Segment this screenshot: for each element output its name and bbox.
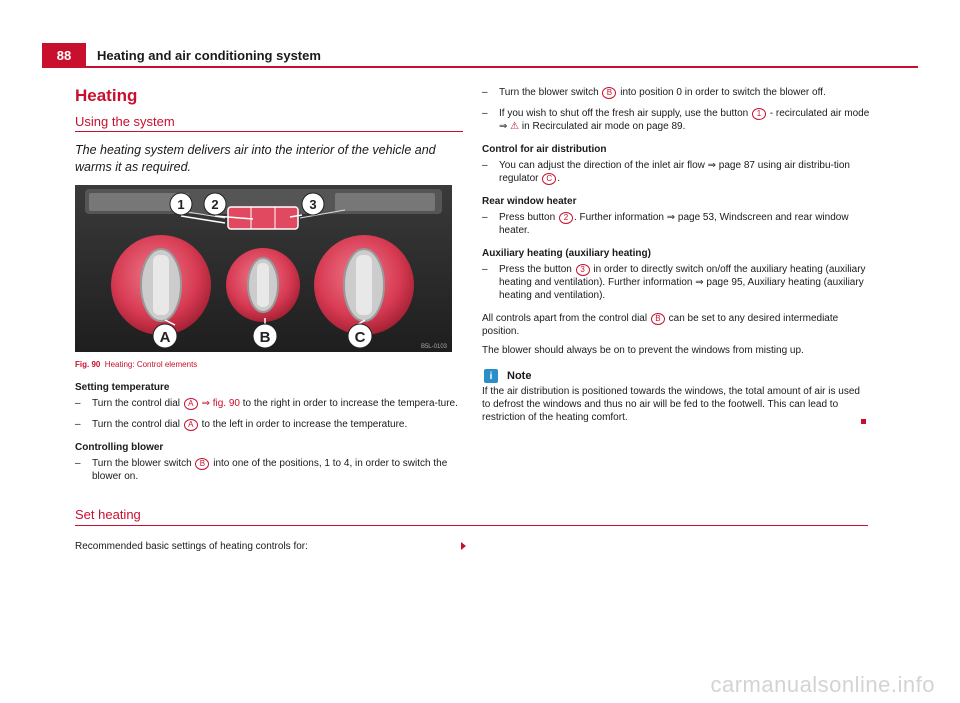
header-rule bbox=[86, 66, 918, 68]
callout-c: C bbox=[354, 329, 366, 346]
paragraph: The blower should always be on to prevent the windows from misting up. bbox=[482, 345, 804, 356]
list-item: – Turn the control dial A ⇒ fig. 90 to the right in order to increase the tempera-ture. bbox=[75, 398, 458, 409]
note-title: Note bbox=[507, 369, 532, 382]
warning-icon: ⚠ bbox=[510, 121, 520, 132]
subtitle-rear-window-heater: Rear window heater bbox=[482, 196, 577, 207]
list-item: – Turn the blower switch B into position 0 in order to switch the blower off. bbox=[482, 87, 826, 98]
list-item: – Press button 2 . Further information ⇒ page 53, Windscreen and rear window heater. bbox=[482, 212, 849, 236]
subheading-rule bbox=[75, 131, 463, 132]
ref-badge-c: C bbox=[542, 173, 556, 185]
figure-caption-label: Fig. 90 bbox=[75, 360, 101, 369]
callout-2: 2 bbox=[211, 197, 219, 212]
left-column bbox=[75, 86, 463, 483]
figure-heating-controls bbox=[75, 185, 452, 352]
page-number: 88 bbox=[42, 43, 86, 68]
section-end-mark bbox=[861, 419, 866, 424]
right-column bbox=[482, 86, 870, 424]
subtitle-air-distribution: Control for air distribution bbox=[482, 144, 607, 155]
set-heating-rule bbox=[75, 525, 868, 526]
list-item: – Press the button 3 in order to directly switch on/off the auxiliary heating (auxiliary heating and ventilation). Further information ⇒ page 95, Auxiliary heating (auxiliary heating and ventilation). bbox=[482, 264, 866, 301]
watermark: carmanualsonline.info bbox=[710, 672, 935, 697]
chapter-title: Heating and air conditioning system bbox=[97, 48, 321, 63]
list-item: – You can adjust the direction of the inlet air flow ⇒ page 87 using air distribu-tion regulator C . bbox=[482, 160, 850, 184]
section-heading: Heating bbox=[75, 86, 138, 105]
figure-caption bbox=[75, 358, 463, 371]
set-heating-section bbox=[75, 507, 868, 552]
control-panel-illustration bbox=[75, 185, 452, 352]
subtitle-controlling-blower: Controlling blower bbox=[75, 442, 164, 453]
note-header bbox=[482, 369, 870, 383]
info-icon: i bbox=[484, 369, 498, 383]
note-body bbox=[482, 385, 870, 424]
callout-a: A bbox=[159, 329, 171, 346]
ref-badge-a: A bbox=[184, 419, 198, 431]
section-subheading: Using the system bbox=[75, 114, 175, 129]
callout-3: 3 bbox=[309, 197, 317, 212]
ref-badge-b: B bbox=[651, 313, 665, 325]
list-item: – Turn the blower switch B into one of the positions, 1 to 4, in order to switch the blower on. bbox=[75, 458, 448, 482]
set-heating-text: Recommended basic settings of heating controls for: bbox=[75, 541, 308, 552]
figure-code: B5L-0103 bbox=[420, 344, 447, 350]
ref-badge-2: 2 bbox=[559, 212, 573, 224]
callout-1: 1 bbox=[177, 197, 185, 212]
note-text: If the air distribution is positioned towards the windows, the total amount of air is used to defrost the windows and thus no air will be fed to the footwell. This can lead to restriction of the heating comfort. bbox=[482, 386, 860, 423]
continue-arrow-icon bbox=[461, 542, 466, 550]
figure-link[interactable]: ⇒ fig. 90 bbox=[201, 398, 240, 409]
callout-b: B bbox=[259, 329, 271, 346]
ref-badge-b: B bbox=[602, 87, 616, 99]
ref-badge-b: B bbox=[195, 458, 209, 470]
ref-badge-1: 1 bbox=[752, 108, 766, 120]
ref-badge-a: A bbox=[184, 398, 198, 410]
ref-badge-3: 3 bbox=[576, 264, 590, 276]
subtitle-setting-temperature: Setting temperature bbox=[75, 382, 170, 393]
figure-caption-text: Heating: Control elements bbox=[104, 360, 198, 369]
subtitle-auxiliary-heating: Auxiliary heating (auxiliary heating) bbox=[482, 248, 651, 259]
set-heating-text-line bbox=[75, 541, 868, 552]
intro-text: The heating system delivers air into the interior of the vehicle and warms it as required. bbox=[75, 143, 436, 174]
paragraph: All controls apart from the control dial B can be set to any desired intermediate position. bbox=[482, 313, 839, 337]
list-item: – Turn the control dial A to the left in order to increase the temperature. bbox=[75, 419, 408, 430]
page-header bbox=[42, 43, 918, 68]
set-heating-heading: Set heating bbox=[75, 507, 141, 522]
list-item: – If you wish to shut off the fresh air supply, use the button 1 - recirculated air mode ⇒ ⚠ in Recirculated air mode on page 89. bbox=[482, 108, 870, 132]
